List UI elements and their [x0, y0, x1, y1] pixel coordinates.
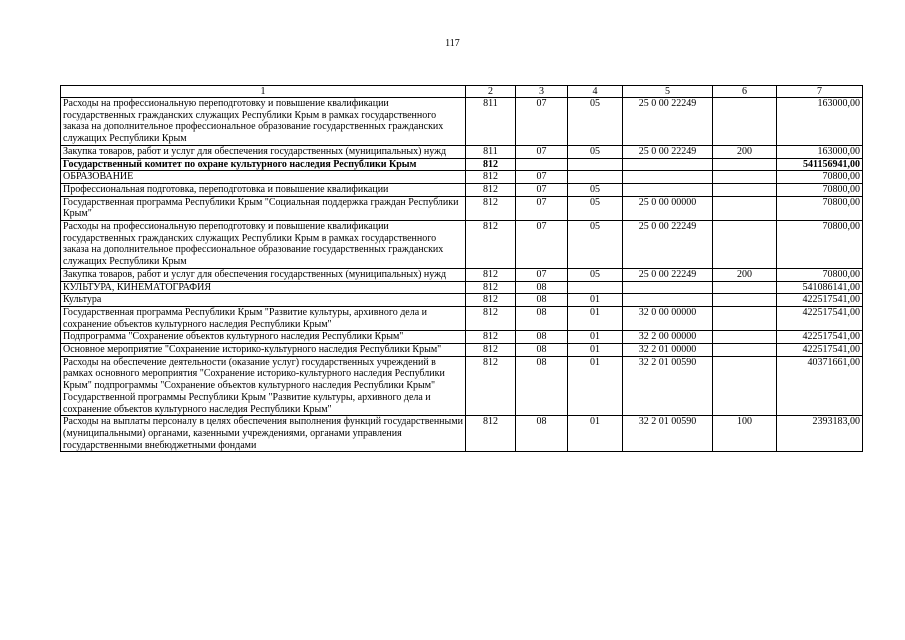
expense-type-cell: 200	[713, 145, 777, 158]
target-article-cell: 32 2 00 00000	[623, 331, 713, 344]
target-article-cell: 32 2 01 00590	[623, 416, 713, 452]
section-code-cell: 08	[516, 331, 568, 344]
target-article-cell: 25 0 00 00000	[623, 196, 713, 220]
row-name-cell: Государственная программа Республики Крым "Развитие культуры, архивного дела и сохранение объектов культурного наследия Республики Крым"	[61, 306, 466, 330]
amount-cell: 70800,00	[777, 171, 863, 184]
expense-type-cell	[713, 281, 777, 294]
row-name-cell: Подпрограмма "Сохранение объектов культурного наследия Республики Крым"	[61, 331, 466, 344]
table-row	[61, 306, 863, 330]
table-row	[61, 344, 863, 357]
subsection-code-cell: 05	[568, 145, 623, 158]
page-number: 117	[445, 38, 460, 49]
table-row	[61, 171, 863, 184]
row-name-cell: КУЛЬТУРА, КИНЕМАТОГРАФИЯ	[61, 281, 466, 294]
section-code-cell: 08	[516, 281, 568, 294]
admin-code-cell: 811	[466, 145, 516, 158]
table-header-row	[61, 86, 863, 98]
section-code-cell	[516, 158, 568, 171]
table-row	[61, 281, 863, 294]
column-header: 1	[61, 86, 466, 98]
expense-type-cell	[713, 331, 777, 344]
admin-code-cell: 812	[466, 183, 516, 196]
expense-type-cell	[713, 171, 777, 184]
amount-cell: 70800,00	[777, 268, 863, 281]
expense-type-cell	[713, 196, 777, 220]
row-name-cell: Закупка товаров, работ и услуг для обеспечения государственных (муниципальных) нужд	[61, 145, 466, 158]
row-name-cell: Расходы на обеспечение деятельности (оказание услуг) государственных учреждений в рамках основного мероприятия "Сохранение историко-культурного наследия Республики Крым" подпрограммы "Сохранение объектов культурного наследия Республики Крым" Государственной программы Республики Крым "Развитие культуры, архивного дела и сохранение объектов культурного наследия Республики Крым"	[61, 356, 466, 416]
subsection-code-cell: 01	[568, 306, 623, 330]
table-row	[61, 183, 863, 196]
amount-cell: 422517541,00	[777, 306, 863, 330]
table-row	[61, 158, 863, 171]
subsection-code-cell: 05	[568, 196, 623, 220]
expense-type-cell	[713, 306, 777, 330]
section-code-cell: 07	[516, 183, 568, 196]
section-code-cell: 07	[516, 98, 568, 146]
table-row	[61, 356, 863, 416]
section-code-cell: 07	[516, 171, 568, 184]
admin-code-cell: 812	[466, 281, 516, 294]
admin-code-cell: 812	[466, 416, 516, 452]
row-name-cell: Закупка товаров, работ и услуг для обеспечения государственных (муниципальных) нужд	[61, 268, 466, 281]
subsection-code-cell	[568, 171, 623, 184]
row-name-cell: Государственный комитет по охране культурного наследия Республики Крым	[61, 158, 466, 171]
row-name-cell: Государственная программа Республики Крым "Социальная поддержка граждан Республики Крым"	[61, 196, 466, 220]
admin-code-cell: 812	[466, 331, 516, 344]
target-article-cell: 32 2 01 00000	[623, 344, 713, 357]
admin-code-cell: 812	[466, 196, 516, 220]
amount-cell: 70800,00	[777, 221, 863, 269]
admin-code-cell: 811	[466, 98, 516, 146]
table-row	[61, 145, 863, 158]
admin-code-cell: 812	[466, 268, 516, 281]
target-article-cell: 25 0 00 22249	[623, 268, 713, 281]
admin-code-cell: 812	[466, 306, 516, 330]
amount-cell: 2393183,00	[777, 416, 863, 452]
subsection-code-cell: 05	[568, 268, 623, 281]
amount-cell: 541086141,00	[777, 281, 863, 294]
expense-type-cell	[713, 344, 777, 357]
target-article-cell: 32 2 01 00590	[623, 356, 713, 416]
row-name-cell: Расходы на профессиональную переподготовку и повышение квалификации государственных гражданских служащих Республики Крым в рамках государственного заказа на дополнительное профессиональное образование государственных гражданских служащих Республики Крым	[61, 221, 466, 269]
amount-cell: 422517541,00	[777, 294, 863, 307]
row-name-cell: Культура	[61, 294, 466, 307]
row-name-cell: ОБРАЗОВАНИЕ	[61, 171, 466, 184]
target-article-cell	[623, 281, 713, 294]
target-article-cell: 25 0 00 22249	[623, 221, 713, 269]
admin-code-cell: 812	[466, 344, 516, 357]
section-code-cell: 08	[516, 356, 568, 416]
expense-type-cell	[713, 183, 777, 196]
column-header: 3	[516, 86, 568, 98]
column-header: 5	[623, 86, 713, 98]
target-article-cell: 32 0 00 00000	[623, 306, 713, 330]
section-code-cell: 08	[516, 306, 568, 330]
table-row	[61, 331, 863, 344]
section-code-cell: 07	[516, 268, 568, 281]
section-code-cell: 08	[516, 416, 568, 452]
amount-cell: 541156941,00	[777, 158, 863, 171]
amount-cell: 40371661,00	[777, 356, 863, 416]
amount-cell: 70800,00	[777, 183, 863, 196]
amount-cell: 163000,00	[777, 145, 863, 158]
admin-code-cell: 812	[466, 158, 516, 171]
target-article-cell	[623, 171, 713, 184]
admin-code-cell: 812	[466, 294, 516, 307]
target-article-cell: 25 0 00 22249	[623, 98, 713, 146]
amount-cell: 422517541,00	[777, 344, 863, 357]
subsection-code-cell: 01	[568, 416, 623, 452]
table-row	[61, 196, 863, 220]
subsection-code-cell: 01	[568, 344, 623, 357]
row-name-cell: Расходы на выплаты персоналу в целях обеспечения выполнения функций государственными (муниципальными) органами, казенными учреждениями, органами управления государственными внебюджетными фондами	[61, 416, 466, 452]
subsection-code-cell: 01	[568, 331, 623, 344]
budget-table	[60, 85, 863, 452]
column-header: 2	[466, 86, 516, 98]
section-code-cell: 08	[516, 294, 568, 307]
expense-type-cell	[713, 158, 777, 171]
admin-code-cell: 812	[466, 356, 516, 416]
row-name-cell: Расходы на профессиональную переподготовку и повышение квалификации государственных гражданских служащих Республики Крым в рамках государственного заказа на дополнительное профессиональное образование государственных гражданских служащих Республики Крым	[61, 98, 466, 146]
column-header: 7	[777, 86, 863, 98]
section-code-cell: 07	[516, 145, 568, 158]
target-article-cell	[623, 294, 713, 307]
subsection-code-cell	[568, 281, 623, 294]
amount-cell: 163000,00	[777, 98, 863, 146]
section-code-cell: 07	[516, 196, 568, 220]
table-row	[61, 221, 863, 269]
subsection-code-cell: 05	[568, 183, 623, 196]
amount-cell: 70800,00	[777, 196, 863, 220]
section-code-cell: 07	[516, 221, 568, 269]
table-row	[61, 294, 863, 307]
expense-type-cell: 100	[713, 416, 777, 452]
table-row	[61, 416, 863, 452]
expense-type-cell	[713, 356, 777, 416]
table-row	[61, 98, 863, 146]
expense-type-cell: 200	[713, 268, 777, 281]
expense-type-cell	[713, 98, 777, 146]
admin-code-cell: 812	[466, 221, 516, 269]
table-row	[61, 268, 863, 281]
row-name-cell: Профессиональная подготовка, переподготовка и повышение квалификации	[61, 183, 466, 196]
amount-cell: 422517541,00	[777, 331, 863, 344]
subsection-code-cell	[568, 158, 623, 171]
column-header: 6	[713, 86, 777, 98]
admin-code-cell: 812	[466, 171, 516, 184]
target-article-cell	[623, 158, 713, 171]
target-article-cell: 25 0 00 22249	[623, 145, 713, 158]
subsection-code-cell: 05	[568, 221, 623, 269]
subsection-code-cell: 01	[568, 356, 623, 416]
subsection-code-cell: 01	[568, 294, 623, 307]
column-header: 4	[568, 86, 623, 98]
subsection-code-cell: 05	[568, 98, 623, 146]
target-article-cell	[623, 183, 713, 196]
row-name-cell: Основное мероприятие "Сохранение историко-культурного наследия Республики Крым"	[61, 344, 466, 357]
expense-type-cell	[713, 294, 777, 307]
expense-type-cell	[713, 221, 777, 269]
section-code-cell: 08	[516, 344, 568, 357]
